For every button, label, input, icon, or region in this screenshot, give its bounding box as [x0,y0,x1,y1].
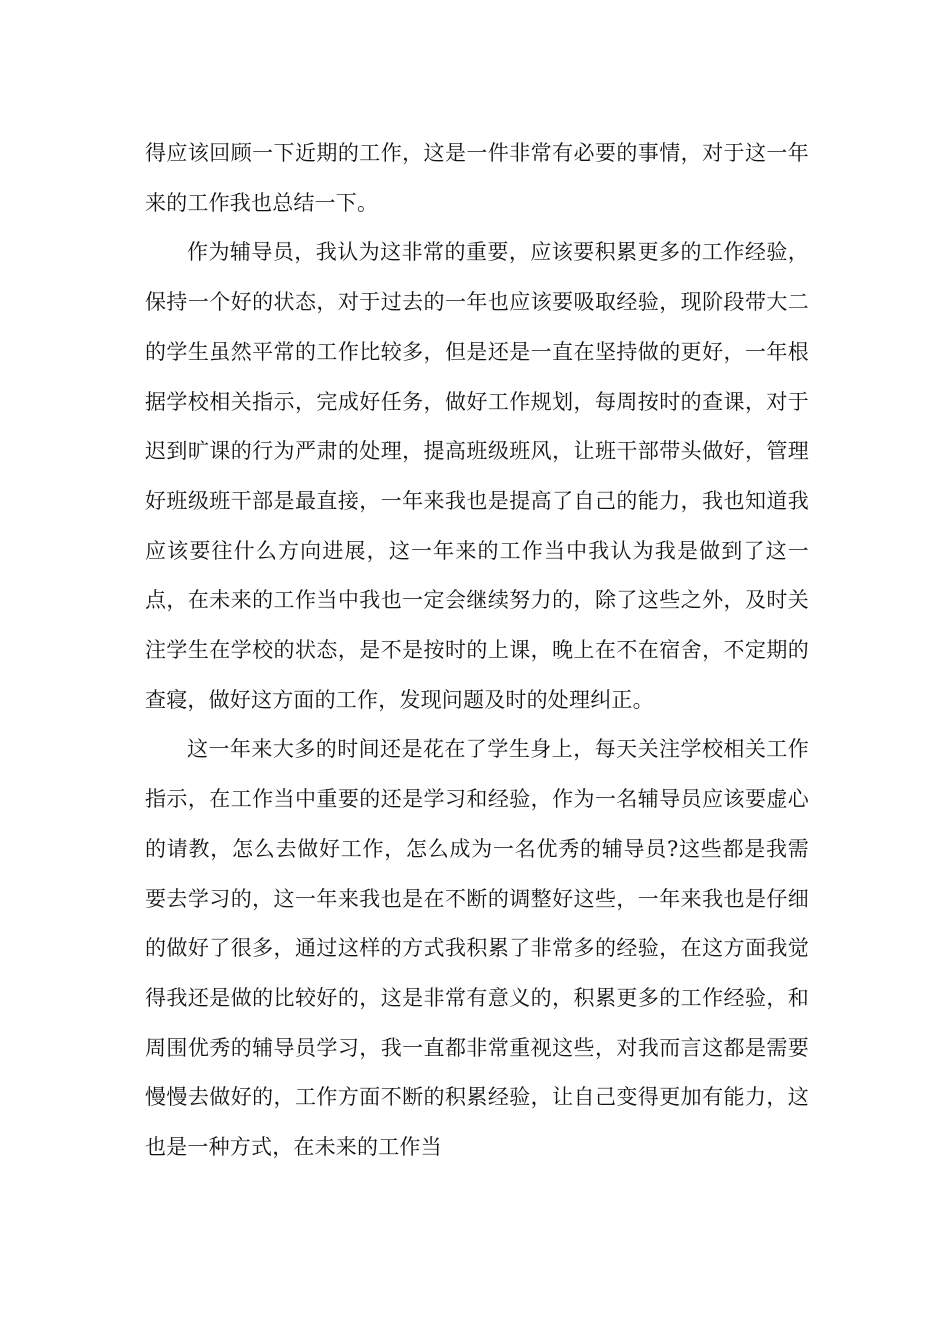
paragraph-continuation: 得应该回顾一下近期的工作，这是一件非常有必要的事情，对于这一年来的工作我也总结一下。 [145,141,809,215]
paragraph-counselor-work: 作为辅导员，我认为这非常的重要，应该要积累更多的工作经验，保持一个好的状态，对于过去的一年也应该要吸取经验，现阶段带大二的学生虽然平常的工作比较多，但是还是一直在坚持做的更好，一年根据学校相关指示，完成好任务，做好工作规划，每周按时的查课，对于迟到旷课的行为严肃的处理，提高班级班风，让班干部带头做好，管理好班级班干部是最直接，一年来我也是提高了自己的能力，我也知道我应该要往什么方向进展，这一年来的工作当中我认为我是做到了这一点，在未来的工作当中我也一定会继续努力的，除了这些之外，及时关注学生在学校的状态，是不是按时的上课，晚上在不在宿舍，不定期的查寝，做好这方面的工作，发现问题及时的处理纠正。 [145,240,809,712]
document-body [145,129,809,1173]
paragraph-learning-experience: 这一年来大多的时间还是花在了学生身上，每天关注学校相关工作指示，在工作当中重要的还是学习和经验，作为一名辅导员应该要虚心的请教，怎么去做好工作，怎么成为一名优秀的辅导员?这些都是我需要去学习的，这一年来我也是在不断的调整好这些，一年来我也是仔细的做好了很多，通过这样的方式我积累了非常多的经验，在这方面我觉得我还是做的比较好的，这是非常有意义的，积累更多的工作经验，和周围优秀的辅导员学习，我一直都非常重视这些，对我而言这都是需要慢慢去做好的，工作方面不断的积累经验，让自己变得更加有能力，这也是一种方式，在未来的工作当 [145,737,809,1160]
